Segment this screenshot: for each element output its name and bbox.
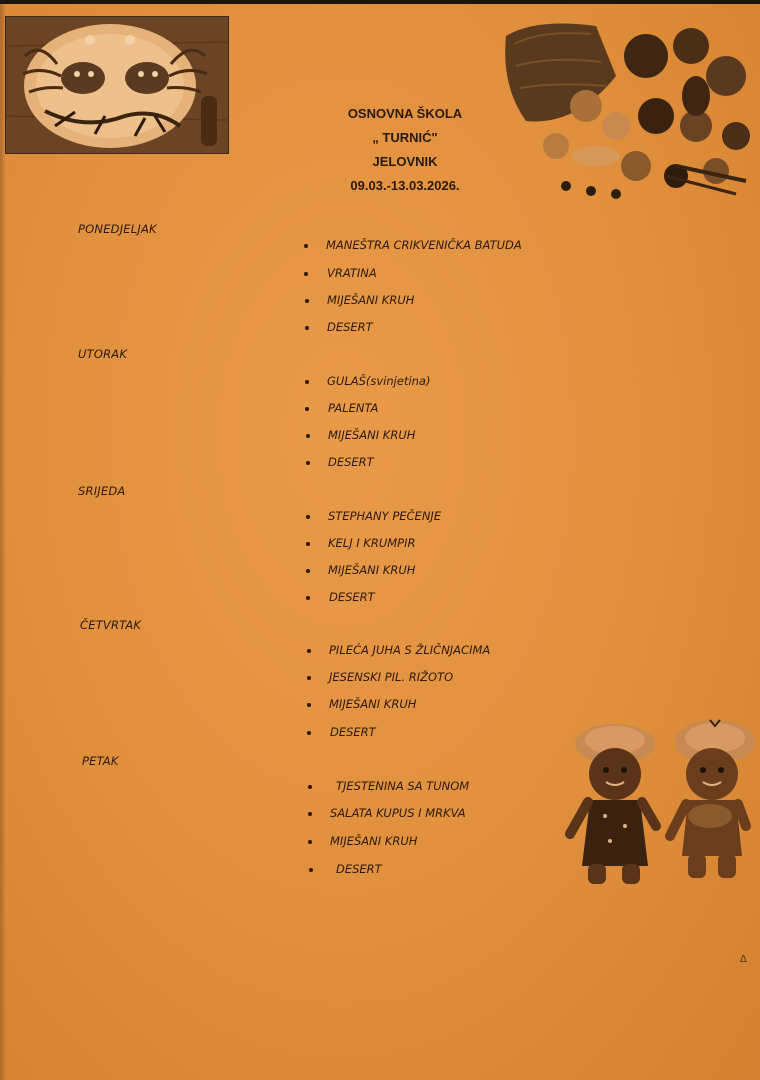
menu-item: STEPHANY PEČENJE: [328, 509, 442, 523]
bullet: [305, 299, 309, 303]
bullet: [305, 407, 309, 411]
bullet: [306, 461, 310, 465]
bullet: [304, 244, 308, 248]
bullet: [306, 596, 310, 600]
day-label-friday: PETAK: [82, 754, 119, 768]
menu-title: JELOVNIK: [372, 154, 438, 169]
menu-item: MIJEŠANI KRUH: [329, 697, 417, 711]
school-name: „ TURNIĆ": [372, 130, 438, 145]
bullet: [304, 272, 308, 276]
menu-item: MIJEŠANI KRUH: [328, 563, 416, 577]
menu-item: DESERT: [329, 590, 375, 604]
menu-item: JESENSKI PIL. RIŽOTO: [329, 670, 454, 684]
menu-item: MIJEŠANI KRUH: [328, 428, 416, 442]
menu-item: MIJEŠANI KRUH: [327, 293, 415, 307]
menu-item: PALENTA: [328, 401, 379, 415]
bullet: [308, 785, 312, 789]
day-label-monday: PONEDJELJAK: [78, 222, 157, 236]
paper-shadow: [0, 4, 6, 1080]
bullet: [309, 868, 313, 872]
bullet: [308, 812, 312, 816]
menu-item: PILEĆA JUHA S ŽLIČNJACIMA: [329, 643, 491, 657]
bullet: [306, 515, 310, 519]
bullet: [307, 731, 311, 735]
bullet: [305, 380, 309, 384]
day-label-thursday: ČETVRTAK: [80, 618, 142, 632]
bullet: [305, 326, 309, 330]
menu-item: GULAŠ(svinjetina): [327, 374, 431, 388]
menu-item: MANEŠTRA CRIKVENIČKA BATUDA: [326, 238, 522, 252]
menu-item: DESERT: [328, 455, 374, 469]
bullet: [306, 569, 310, 573]
day-label-wednesday: SRIJEDA: [78, 484, 126, 498]
bullet: [307, 703, 311, 707]
menu-item: DESERT: [330, 725, 376, 739]
menu-item: VRATINA: [327, 266, 377, 280]
bullet: [308, 840, 312, 844]
bullet: [307, 649, 311, 653]
crab-plate-image: [5, 16, 229, 154]
bullet: [306, 434, 310, 438]
vegetable-basket-image: [496, 16, 760, 202]
menu-header: [300, 102, 510, 198]
gingerbread-figures-image: [560, 716, 760, 892]
bullet: [307, 676, 311, 680]
menu-item: SALATA KUPUS I MRKVA: [330, 806, 466, 820]
menu-item: TJESTENINA SA TUNOM: [336, 779, 470, 793]
menu-dates: 09.03.-13.03.2026.: [350, 178, 460, 193]
menu-item: MIJEŠANI KRUH: [330, 834, 418, 848]
day-label-tuesday: UTORAK: [78, 347, 128, 361]
menu-item: DESERT: [327, 320, 373, 334]
school-label: OSNOVNA ŠKOLA: [347, 106, 463, 121]
menu-item: KELJ I KRUMPIR: [328, 536, 416, 550]
bullet: [306, 542, 310, 546]
pencil-mark: ∆: [740, 954, 747, 965]
menu-sheet: [0, 4, 760, 1080]
menu-item: DESERT: [336, 862, 382, 876]
